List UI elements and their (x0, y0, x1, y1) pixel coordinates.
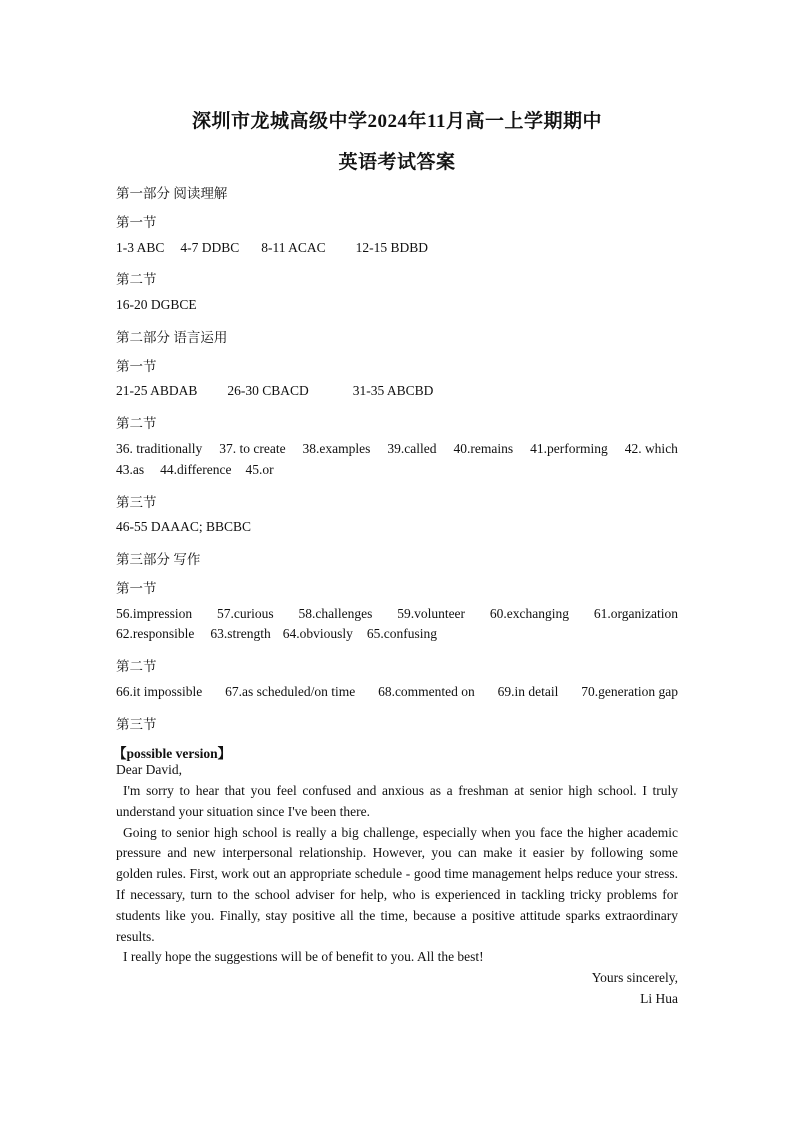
part3-sec2-label: 第二节 (116, 659, 157, 674)
part1-sec1-answers (116, 240, 428, 256)
essay-body (116, 781, 678, 968)
part3-sec1-row2 (116, 626, 437, 642)
answer-item: 42. which (624, 441, 678, 456)
part2-sec1-label: 第一节 (116, 359, 157, 374)
part1-sec1-label: 第一节 (116, 215, 157, 230)
answer-item: 69.in detail (497, 684, 559, 699)
answer-group: 26-30 CBACD (227, 383, 309, 398)
answer-item: 61.organization (593, 606, 678, 621)
answer-group: 21-25 ABDAB (116, 383, 198, 398)
answer-item: 70.generation gap (581, 684, 678, 699)
essay-paragraph-3: I really hope the suggestions will be of benefit to you. All the best! (123, 949, 484, 965)
part2-sec3-label: 第三节 (116, 495, 157, 510)
document-title: 深圳市龙城高级中学2024年11月高一上学期期中 (192, 111, 602, 132)
answer-item: 45.or (245, 462, 274, 477)
answer-item: 56.impression (116, 606, 193, 621)
answer-group: 4-7 DDBC (180, 240, 240, 255)
answer-item: 60.exchanging (489, 606, 570, 621)
answer-item: 58.challenges (298, 606, 373, 621)
part2-sec1-answers (116, 383, 433, 399)
answer-item: 44.difference (160, 462, 232, 477)
answer-item: 37. to create (219, 441, 286, 456)
essay-paragraph-1: I'm sorry to hear that you feel confused and anxious as a freshman at senior high school. I truly understand your situation since I've been there. (116, 783, 678, 819)
answer-item: 68.commented on (378, 684, 475, 699)
essay-tag: 【possible version】 (113, 746, 232, 761)
answer-item: 43.as (116, 462, 145, 477)
answer-item: 65.confusing (366, 626, 438, 641)
part3-sec1-label: 第一节 (116, 581, 157, 596)
answer-group: 1-3 ABC (116, 240, 165, 255)
answer-item: 38.examples (302, 441, 371, 456)
answer-item: 41.performing (530, 441, 608, 456)
document-subtitle: 英语考试答案 (338, 152, 456, 173)
answer-group: 31-35 ABCBD (352, 383, 434, 398)
part3-sec2-row1 (116, 684, 678, 700)
answer-item: 66.it impossible (116, 684, 203, 699)
answer-item: 63.strength (210, 626, 271, 641)
part1-sec2-label: 第二节 (116, 272, 157, 287)
essay-paragraph-2: Going to senior high school is really a big challenge, especially when you face the higher academic pressure and new interpersonal relationship. However, you can make it easier by following some golden rules. First, work out an appropriate schedule - good time management helps reduce your stress. If necessary, turn to the school adviser for help, who is experienced in tackling tricky problems for students like you. Finally, stay positive all the time, because a positive attitude sparks extraordinary results. (116, 824, 678, 944)
essay-salutation: Dear David, (116, 762, 182, 777)
answer-item: 59.volunteer (397, 606, 466, 621)
part2-heading: 第二部分 语言运用 (116, 330, 228, 345)
essay-closing: Yours sincerely, (591, 970, 678, 985)
part3-sec1-row1 (116, 606, 678, 622)
part3-sec3-label: 第三节 (116, 717, 157, 732)
answer-group: 8-11 ACAC (261, 240, 326, 255)
part3-heading: 第三部分 写作 (116, 552, 201, 567)
answer-item: 39.called (387, 441, 437, 456)
part2-sec2-label: 第二节 (116, 416, 157, 431)
answer-item: 40.remains (453, 441, 514, 456)
answer-group: 12-15 BDBD (355, 240, 429, 255)
part2-sec2-row2 (116, 462, 274, 478)
part1-sec2-answers: 16-20 DGBCE (116, 297, 197, 312)
part2-sec3-answers: 46-55 DAAAC; BBCBC (116, 519, 252, 534)
answer-item: 36. traditionally (116, 441, 203, 456)
part1-heading: 第一部分 阅读理解 (116, 186, 228, 201)
answer-item: 67.as scheduled/on time (225, 684, 356, 699)
answer-item: 57.curious (216, 606, 274, 621)
answer-item: 64.obviously (282, 626, 353, 641)
part2-sec2-row1 (116, 441, 678, 457)
answer-item: 62.responsible (116, 626, 195, 641)
essay-signature: Li Hua (640, 991, 678, 1006)
